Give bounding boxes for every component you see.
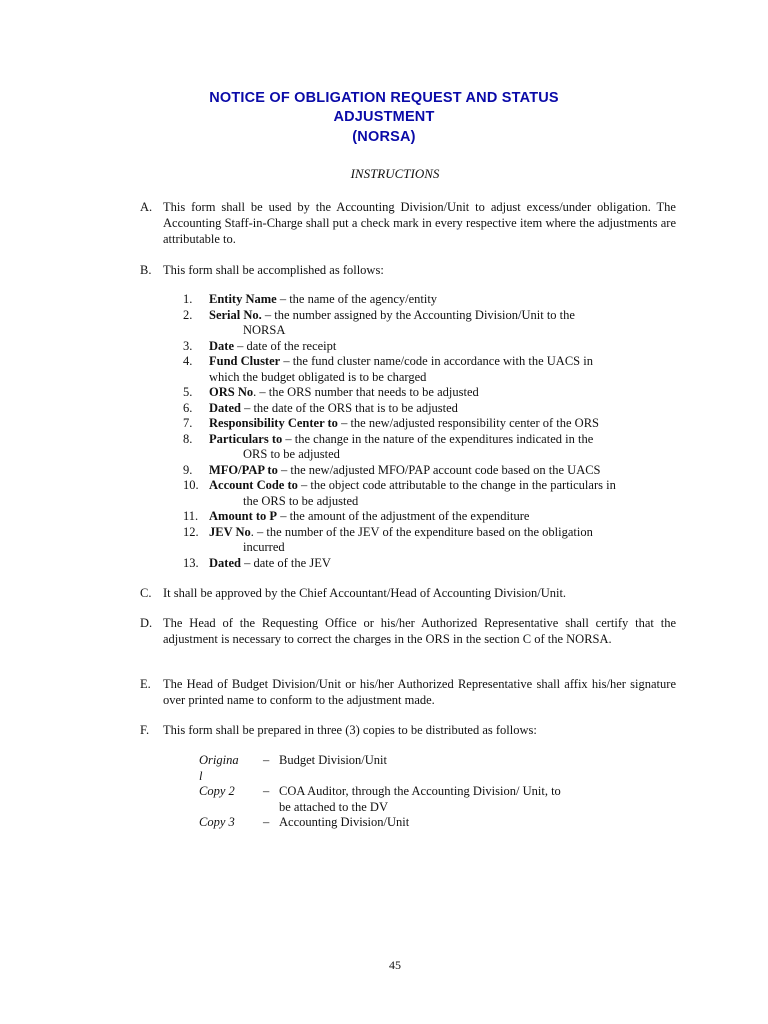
list-item — [183, 385, 676, 401]
item-term: Fund Cluster — [209, 354, 281, 368]
item-number: 13. — [183, 555, 199, 570]
list-item — [183, 354, 676, 385]
list-item — [183, 401, 676, 417]
item-description: – the change in the nature of the expenditures indicated in the — [282, 431, 594, 446]
item-description: – the fund cluster name/code in accordance with the UACS in — [280, 354, 593, 368]
item-description: – the number assigned by the Accounting Division/Unit to the — [261, 307, 575, 322]
copy-label: Original — [199, 753, 239, 783]
item-term: Entity Name — [209, 292, 277, 306]
list-item — [183, 463, 676, 479]
item-number: 4. — [183, 354, 193, 368]
section-text: This form shall be accomplished as follows: — [163, 263, 384, 277]
item-description: . – the number of the JEV of the expenditure based on the obligation — [250, 524, 593, 539]
section-b — [140, 262, 676, 278]
item-description: – the new/adjusted MFO/PAP account code based on the UACS — [277, 462, 601, 477]
section-c — [140, 585, 676, 601]
section-letter: F. — [140, 723, 150, 737]
section-e — [140, 676, 676, 708]
item-term: JEV No — [209, 524, 251, 539]
item-term: MFO/PAP to — [209, 462, 278, 477]
section-a — [140, 199, 676, 247]
separator-dash: – — [263, 815, 270, 829]
section-text: This form shall be used by the Accounting Division/Unit to adjust excess/under obligation. The Accounting Staff-in-Charge shall put a check mark in every respective item where the adjustments are attributable to. — [163, 200, 676, 246]
item-description: – the amount of the adjustment of the expenditure — [277, 509, 530, 523]
document-title-line-3: (NORSA) — [352, 129, 416, 145]
item-term: Serial No. — [209, 307, 262, 322]
copy-destination: Accounting Division/Unit — [279, 815, 410, 829]
item-number: 8. — [183, 431, 193, 446]
section-text: This form shall be prepared in three (3) copies to be distributed as follows: — [163, 723, 537, 737]
field-instruction-list — [183, 292, 676, 571]
section-text: It shall be approved by the Chief Accountant/Head of Accounting Division/Unit. — [163, 586, 567, 600]
separator-dash: – — [263, 784, 270, 798]
section-letter: E. — [140, 677, 151, 691]
item-continuation: ORS to be adjusted — [243, 447, 340, 461]
list-item — [183, 339, 676, 355]
list-item — [183, 525, 676, 556]
item-term: Responsibility Center to — [209, 416, 338, 430]
distribution-row — [199, 784, 619, 815]
section-letter: C. — [140, 586, 152, 600]
list-item — [183, 416, 676, 432]
item-description: – the date of the ORS that is to be adjusted — [240, 400, 458, 415]
item-term: ORS No — [209, 385, 254, 399]
distribution-row — [199, 753, 619, 784]
item-continuation: which the budget obligated is to be charged — [209, 369, 427, 384]
copy-destination-continuation: be attached to the DV — [279, 799, 388, 814]
page-number: 45 — [389, 958, 401, 972]
item-term: Amount to P — [209, 509, 278, 523]
item-continuation: the ORS to be adjusted — [243, 493, 359, 508]
list-item — [183, 478, 676, 509]
document-title-line-1: NOTICE OF OBLIGATION REQUEST AND STATUS — [209, 90, 559, 106]
copy-label: Copy 2 — [199, 784, 235, 798]
section-letter: D. — [140, 616, 153, 630]
item-continuation: incurred — [243, 540, 285, 554]
item-term: Date — [209, 338, 234, 353]
item-term: Account Code to — [209, 478, 298, 492]
item-term: Particulars to — [209, 431, 283, 446]
item-number: 11. — [183, 509, 199, 523]
item-description: – date of the receipt — [234, 338, 337, 353]
copy-label: Copy 3 — [199, 815, 235, 829]
item-term: Dated — [209, 400, 241, 415]
list-item — [183, 292, 676, 308]
item-continuation: NORSA — [243, 323, 286, 337]
section-letter: B. — [140, 263, 152, 277]
section-letter: A. — [140, 200, 153, 214]
section-d — [140, 615, 676, 647]
item-description: – date of the JEV — [240, 555, 331, 570]
list-item — [183, 556, 676, 572]
item-description: – the new/adjusted responsibility center of the ORS — [337, 416, 599, 430]
item-number: 6. — [183, 400, 193, 415]
item-number: 10. — [183, 478, 199, 492]
item-number: 5. — [183, 385, 193, 399]
separator-dash: – — [263, 753, 270, 767]
item-description: – the name of the agency/entity — [276, 292, 438, 306]
item-number: 7. — [183, 416, 193, 430]
section-f — [140, 722, 676, 738]
list-item — [183, 308, 676, 339]
copy-destination: Budget Division/Unit — [279, 753, 387, 767]
item-term: Dated — [209, 555, 241, 570]
item-description: – the object code attributable to the change in the particulars in — [297, 478, 616, 492]
item-number: 1. — [183, 292, 193, 306]
copy-destination: COA Auditor, through the Accounting Division/ Unit, to — [279, 784, 561, 798]
instructions-heading: INSTRUCTIONS — [350, 166, 440, 181]
document-title-line-2: ADJUSTMENT — [333, 109, 435, 125]
section-text: The Head of the Requesting Office or his/her Authorized Representative shall certify that the adjustment is necessary to correct the charges in the ORS in the section C of the NORSA. — [163, 616, 676, 646]
item-number: 12. — [183, 524, 199, 539]
section-text: The Head of Budget Division/Unit or his/her Authorized Representative shall affix his/her signature over printed name to conform to the adjustment made. — [163, 677, 676, 707]
item-number: 2. — [183, 307, 193, 322]
distribution-row — [199, 815, 619, 831]
distribution-list — [199, 753, 619, 831]
item-number: 3. — [183, 338, 193, 353]
item-number: 9. — [183, 462, 193, 477]
list-item — [183, 509, 676, 525]
list-item — [183, 432, 676, 463]
item-description: . – the ORS number that needs to be adjusted — [253, 385, 479, 399]
